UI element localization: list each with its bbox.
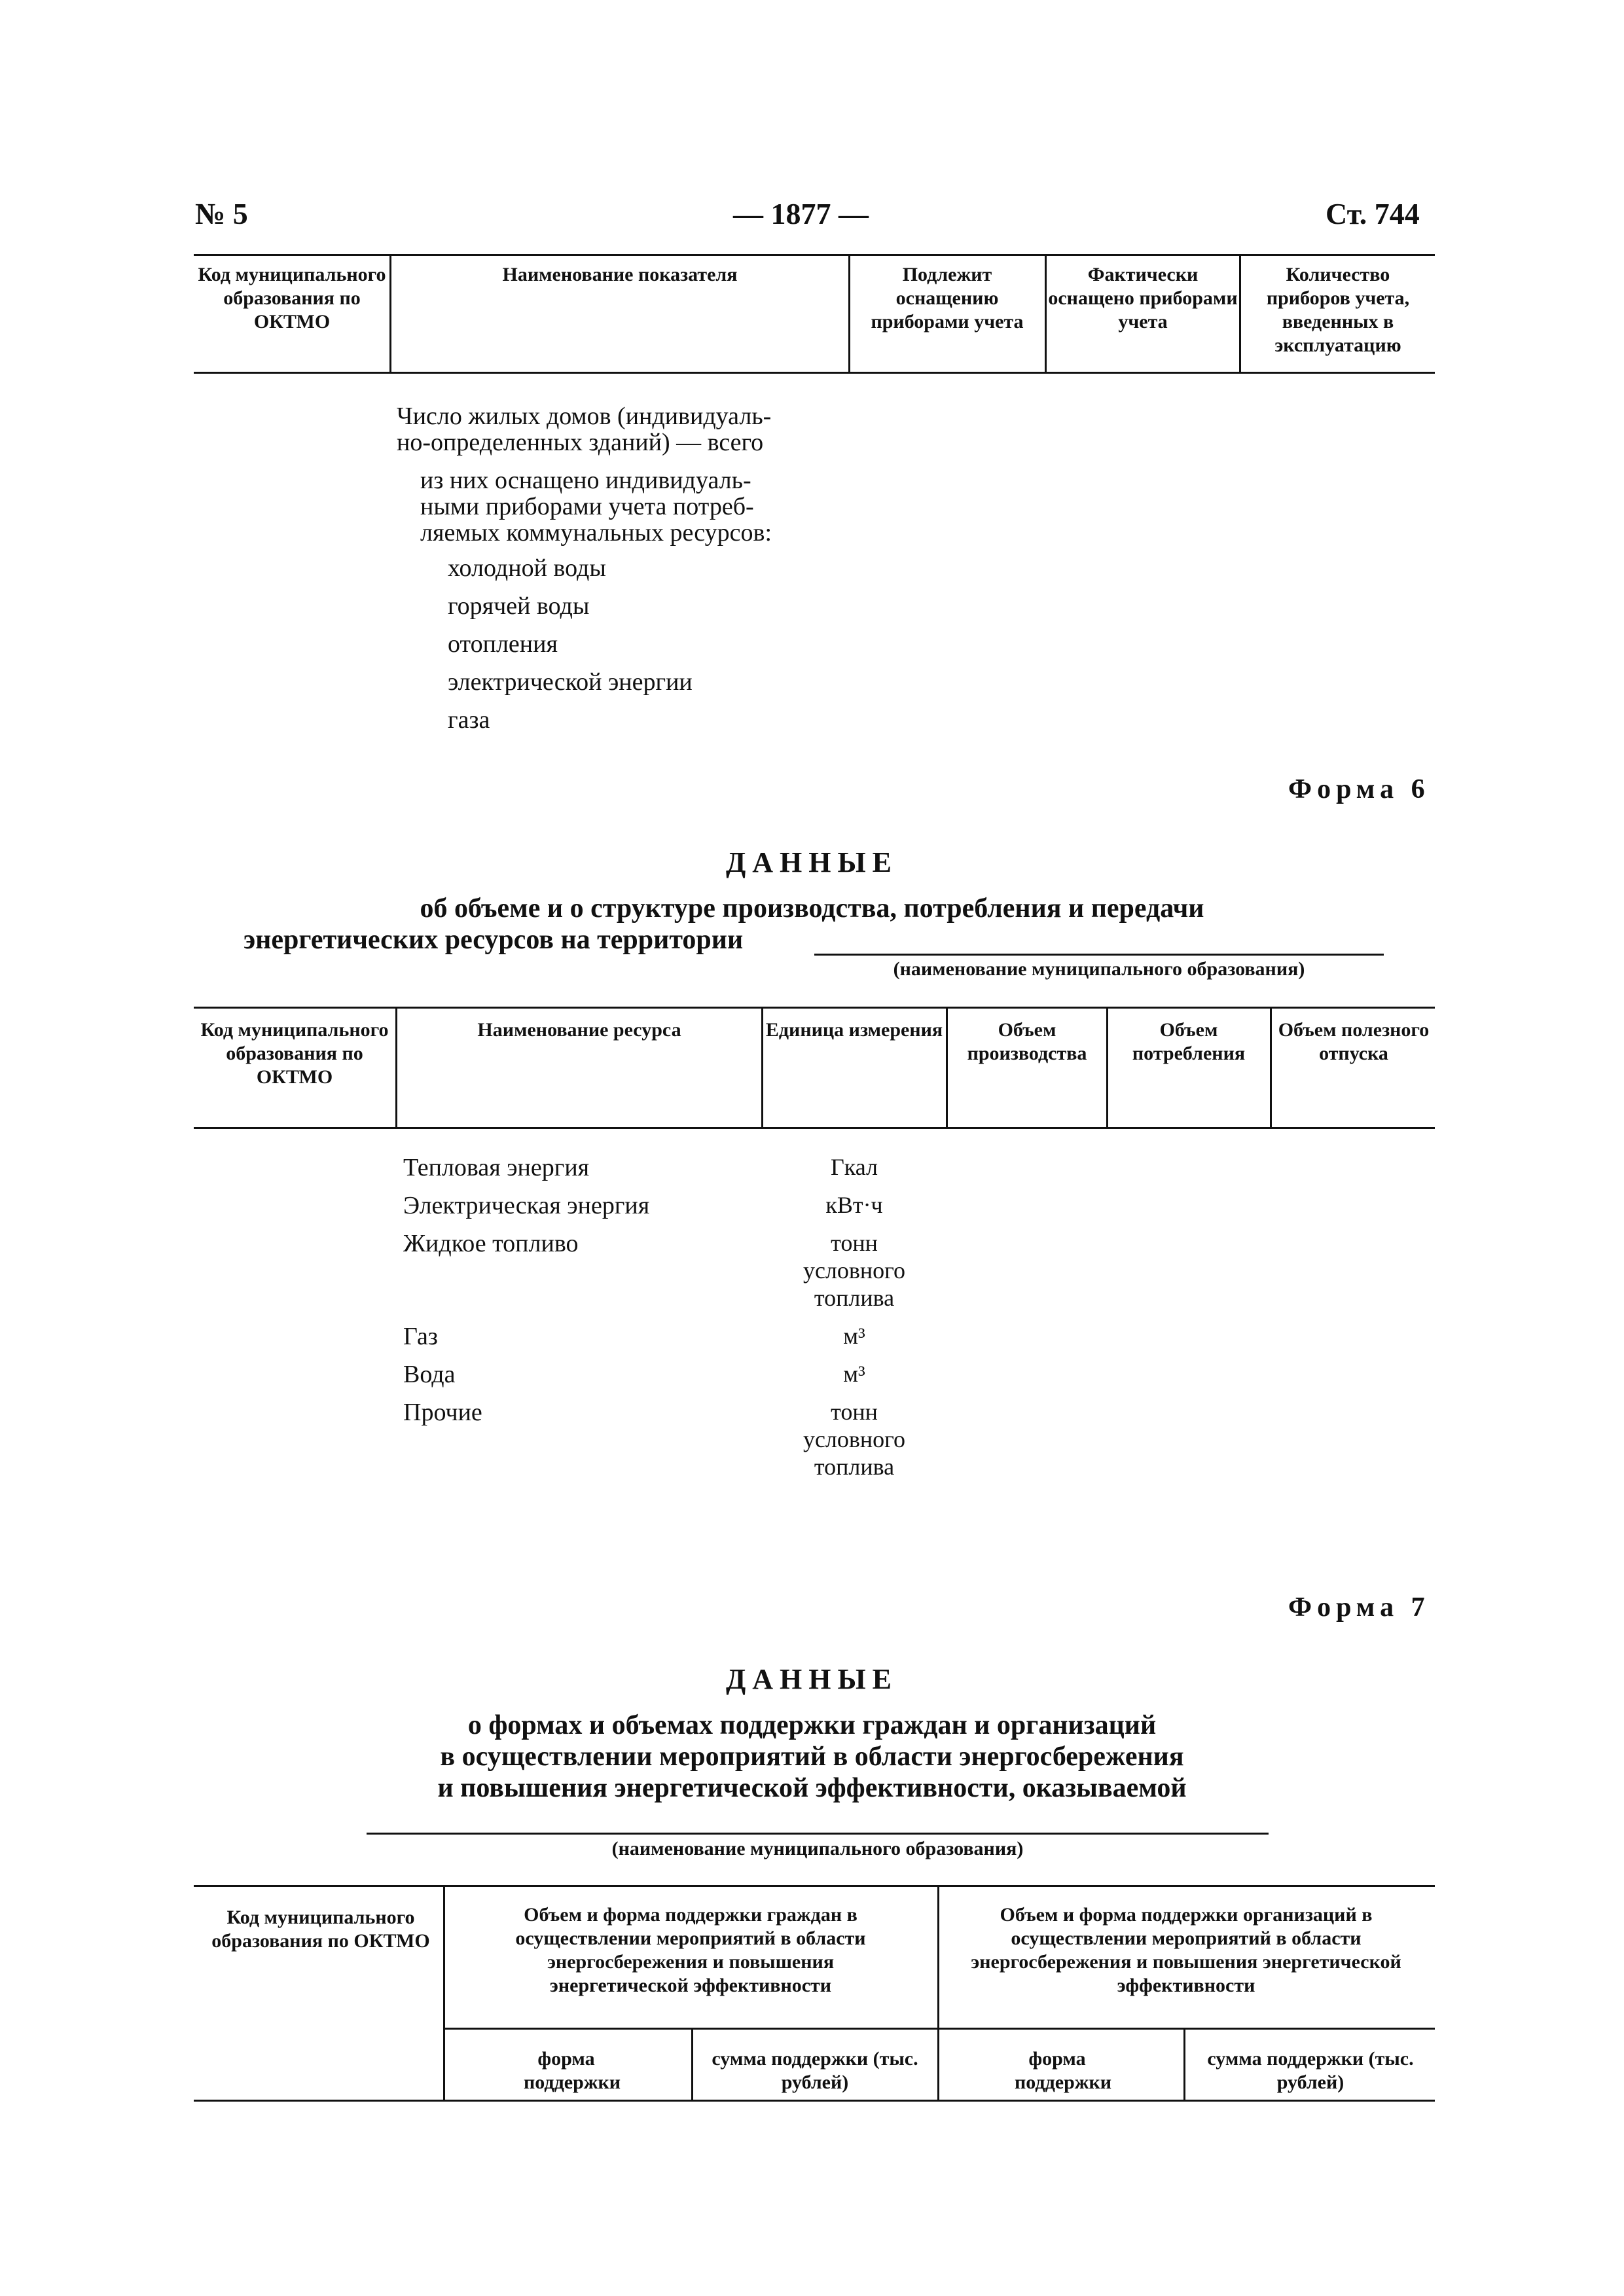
- table1-row: электрической энергии: [448, 668, 693, 696]
- table1-row: ляемых коммунальных ресурсов:: [420, 519, 772, 547]
- form6-row-unit: м³: [843, 1361, 865, 1387]
- form6-header-unit: Единица измерения: [765, 1019, 943, 1041]
- page-article-right: Ст. 744: [1326, 197, 1420, 230]
- table1-row: отопления: [448, 630, 558, 658]
- form7-subtitle: в осуществлении мероприятий в области энергосбережения: [440, 1742, 1184, 1772]
- table1-row: из них оснащено индивидуаль-: [420, 467, 751, 494]
- form7-subheader-form: форма поддержки: [524, 2048, 621, 2093]
- form6-title: ДАННЫЕ: [725, 846, 899, 878]
- form6-row-name: Вода: [403, 1361, 456, 1388]
- page-number-center: — 1877 —: [733, 197, 869, 230]
- form7-header-orgs: Объем и форма поддержки организаций в осуществлении мероприятий в области энергосбережения и повышения энергетической эффективности: [971, 1904, 1401, 1996]
- table1-header-equipped: Фактически оснащено приборами учета: [1048, 264, 1238, 332]
- form6-header-code: Код муниципального образования по ОКТМО: [200, 1019, 389, 1088]
- form6-header-release: Объем полезного отпуска: [1278, 1019, 1430, 1064]
- form6-subtitle: энергетических ресурсов на территории: [244, 925, 744, 955]
- form6-row-name: Жидкое топливо: [403, 1230, 579, 1257]
- form6-row-name: Прочие: [403, 1399, 482, 1426]
- table1-row: холодной воды: [448, 554, 606, 582]
- form7-subheader-sum: сумма поддержки (тыс. рублей): [712, 2048, 918, 2093]
- table1-row: ными приборами учета потреб-: [420, 493, 754, 520]
- table1-row: Число жилых домов (индивидуаль-: [397, 403, 772, 430]
- form7-subtitle: и повышения энергетической эффективности, оказываемой: [437, 1773, 1187, 1803]
- table1-row: газа: [448, 706, 490, 734]
- form6-row-unit: м³: [843, 1323, 865, 1349]
- form7-header-citizens: Объем и форма поддержки граждан в осуществлении мероприятий в области энергосбережения и повышения энергетической эффективности: [515, 1904, 866, 1996]
- form7-caption: (наименование муниципального образования): [611, 1838, 1024, 1859]
- form6-caption: (наименование муниципального образования): [893, 958, 1305, 980]
- table1-header-to-equip: Подлежит оснащению приборами учета: [871, 264, 1024, 332]
- table1-header-count: Количество приборов учета, введенных в эксплуатацию: [1266, 264, 1410, 356]
- table1-row: горячей воды: [448, 592, 590, 620]
- form7-title: ДАННЫЕ: [725, 1663, 899, 1695]
- table1-header-code: Код муниципального образования по ОКТМО: [198, 264, 386, 332]
- form7-subheader-form: форма поддержки: [1015, 2048, 1112, 2093]
- form6-row-name: Газ: [403, 1323, 438, 1350]
- form7-subheader-sum: сумма поддержки (тыс. рублей): [1207, 2048, 1414, 2093]
- form7-label: Форма 7: [1288, 1592, 1430, 1623]
- form6-row-unit: кВт·ч: [825, 1192, 883, 1218]
- form6-row-name: Тепловая энергия: [403, 1154, 590, 1181]
- form6-subtitle: об объеме и о структуре производства, потребления и передачи: [420, 893, 1204, 924]
- form6-header-production: Объем производства: [967, 1019, 1087, 1064]
- form6-row-unit: Гкал: [830, 1154, 878, 1180]
- table1-row: но-определенных зданий) — всего: [397, 429, 764, 456]
- form7-subtitle: о формах и объемах поддержки граждан и организаций: [467, 1710, 1157, 1740]
- form6-header-resource: Наименование ресурса: [477, 1019, 681, 1041]
- form7-header-code: Код муниципального образования по ОКТМО: [211, 1907, 430, 1952]
- page-number-left: № 5: [195, 197, 248, 230]
- form6-row-unit: тонн условного топлива: [803, 1230, 906, 1311]
- form7-blank-line: [367, 1833, 1269, 1835]
- form6-header-consumption: Объем потребления: [1132, 1019, 1246, 1064]
- form6-row-name: Электрическая энергия: [403, 1192, 650, 1219]
- form6-blank-line: [814, 954, 1384, 956]
- form6-label: Форма 6: [1288, 774, 1430, 804]
- table1-header-name: Наименование показателя: [502, 264, 738, 285]
- form6-row-unit: тонн условного топлива: [803, 1399, 906, 1480]
